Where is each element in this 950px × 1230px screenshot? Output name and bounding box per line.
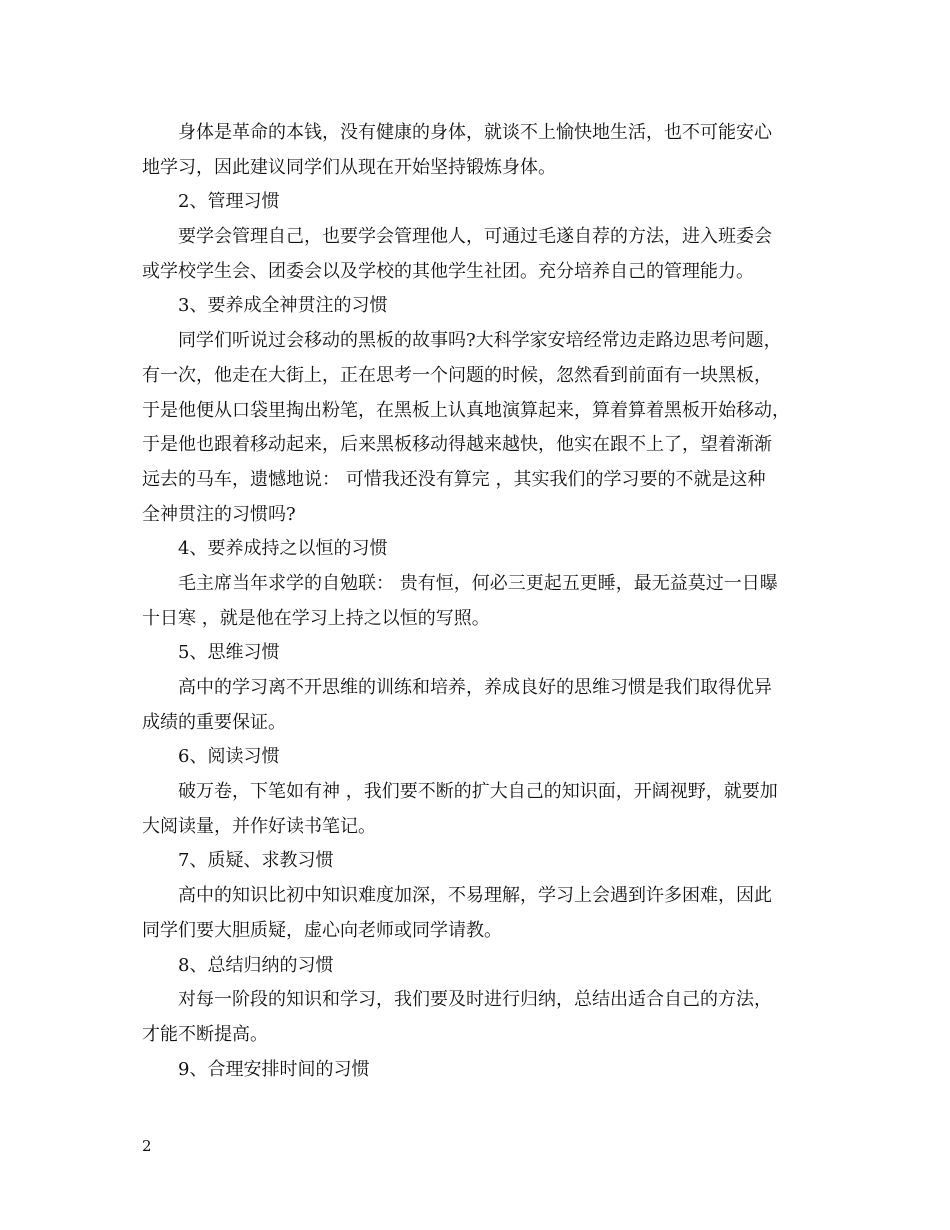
text-line: 大阅读量，并作好读书笔记。: [142, 815, 376, 837]
text-line: 地学习，因此建议同学们从现在开始坚持锻炼身体。: [142, 156, 556, 178]
text-line: 有一次，他走在大街上，正在思考一个问题的时候，忽然看到前面有一块黑板，: [142, 364, 772, 386]
text-line: 破万卷，下笔如有神 ，我们要不断的扩大自己的知识面，开阔视野，就要加: [178, 781, 778, 803]
text-line: 同学们听说过会移动的黑板的故事吗?大科学家安培经常边走路边思考问题，: [178, 330, 782, 352]
text-line: 同学们要大胆质疑，虚心向老师或同学请教。: [142, 919, 502, 941]
text-line: 7、质疑、求教习惯: [178, 850, 334, 872]
text-line: 8、总结归纳的习惯: [178, 954, 334, 976]
text-line: 身体是革命的本钱，没有健康的身体，就谈不上愉快地生活，也不可能安心: [178, 122, 772, 143]
text-line: 于是他也跟着移动起来，后来黑板移动得越来越快，他实在跟不上了，望着渐渐: [142, 434, 772, 456]
text-line: 远去的马车，遗憾地说： 可惜我还没有算完 ，其实我们的学习要的不就是这种: [142, 468, 766, 490]
text-line: 5、思维习惯: [178, 642, 280, 664]
text-line: 2、管理习惯: [178, 191, 280, 213]
text-line: 十日寒 ，就是他在学习上持之以恒的写照。: [142, 607, 490, 629]
page-number: 2: [142, 1137, 152, 1155]
text-line: 高中的学习离不开思维的训练和培养，养成良好的思维习惯是我们取得优异: [178, 677, 772, 698]
text-line: 于是他便从口袋里掏出粉笔，在黑板上认真地演算起来，算着算着黑板开始移动，: [142, 399, 790, 421]
text-line: 9、合理安排时间的习惯: [178, 1058, 370, 1080]
text-line: 全神贯注的习惯吗?: [142, 503, 296, 525]
text-line: 毛主席当年求学的自勉联： 贵有恒，何必三更起五更睡，最无益莫过一日曝: [178, 572, 778, 594]
text-line: 高中的知识比初中知识难度加深，不易理解，学习上会遇到许多困难，因此: [178, 885, 772, 907]
text-line: 或学校学生会、团委会以及学校的其他学生社团。充分培养自己的管理能力。: [142, 260, 754, 282]
text-line: 4、要养成持之以恒的习惯: [178, 538, 388, 560]
text-line: 要学会管理自己，也要学会管理他人，可通过毛遂自荐的方法，进入班委会: [178, 226, 772, 248]
text-line: 对每一阶段的知识和学习，我们要及时进行归纳，总结出适合自己的方法，: [178, 989, 772, 1011]
text-line: 3、要养成全神贯注的习惯: [178, 295, 388, 317]
text-line: 成绩的重要保证。: [142, 711, 286, 733]
document-body: [142, 116, 822, 1087]
text-line: 才能不断提高。: [142, 1023, 268, 1045]
text-line: 6、阅读习惯: [178, 746, 280, 768]
